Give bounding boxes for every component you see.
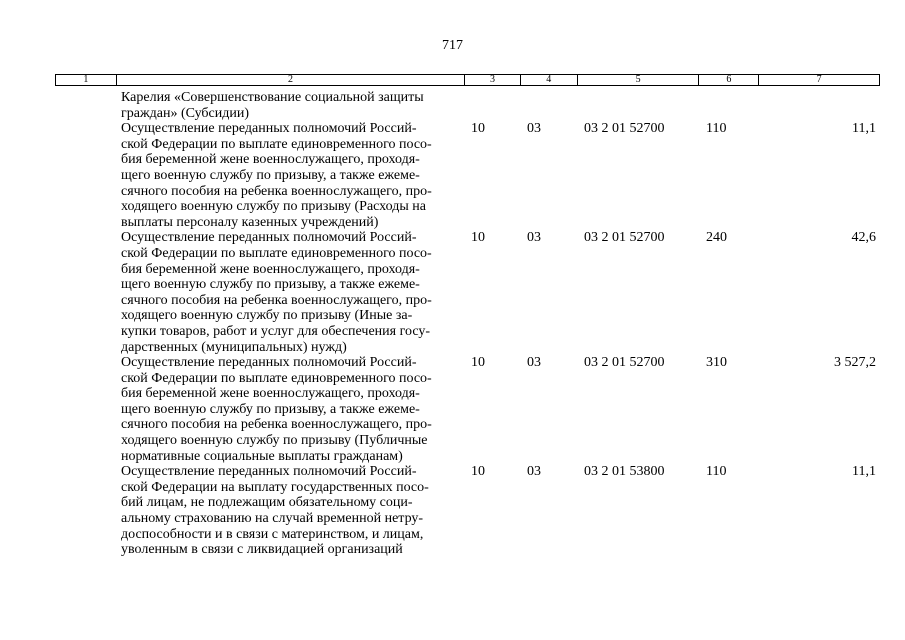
description-line: ходящего военную службу по призыву (Иные за- bbox=[121, 308, 413, 324]
table-header-row bbox=[55, 74, 880, 86]
row-amount bbox=[760, 90, 880, 121]
row-description bbox=[116, 230, 465, 355]
description-line: доспособности и в связи с материнством, и лицам, bbox=[121, 526, 424, 542]
description-line: ской Федерации по выплате единовременного посо- bbox=[121, 370, 432, 386]
header-col-5: 5 bbox=[578, 75, 700, 85]
row-subsection bbox=[521, 90, 578, 121]
description-line: сячного пособия на ребенка военнослужащего, про- bbox=[121, 183, 432, 199]
row-target-code: 03 2 01 53800 bbox=[584, 464, 665, 480]
description-line: ской Федерации по выплате единовременного посо- bbox=[121, 245, 432, 261]
description-line: бия беременной жене военнослужащего, проходя- bbox=[121, 261, 420, 277]
row-amount: 11,1 bbox=[852, 464, 876, 480]
description-line: ходящего военную службу по призыву (Публичные bbox=[121, 433, 428, 449]
description-line: сячного пособия на ребенка военнослужащего, про- bbox=[121, 292, 432, 308]
description-line: ской Федерации на выплату государственных посо- bbox=[121, 479, 429, 495]
description-line: альному страхованию на случай временной нетру- bbox=[121, 511, 424, 527]
row-expense-type: 110 bbox=[706, 464, 727, 480]
description-line: граждан» (Субсидии) bbox=[121, 105, 250, 121]
row-section bbox=[465, 90, 521, 121]
row-subsection: 03 bbox=[527, 355, 541, 371]
description-line: сячного пособия на ребенка военнослужащего, про- bbox=[121, 417, 432, 433]
description-line: купки товаров, работ и услуг для обеспечения госу- bbox=[121, 323, 431, 339]
description-line: щего военную службу по призыву, а также ежеме- bbox=[121, 401, 420, 417]
description-line: бия беременной жене военнослужащего, проходя- bbox=[121, 152, 420, 168]
description-line: Осуществление переданных полномочий Россий- bbox=[121, 464, 417, 480]
row-section: 10 bbox=[471, 355, 485, 371]
description-line: щего военную службу по призыву, а также ежеме- bbox=[121, 277, 420, 293]
row-description bbox=[116, 90, 465, 121]
row-description bbox=[116, 464, 465, 558]
table-row bbox=[55, 230, 880, 355]
row-target-code: 03 2 01 52700 bbox=[584, 230, 665, 246]
row-amount: 11,1 bbox=[852, 121, 876, 137]
description-line: дарственных (муниципальных) нужд) bbox=[121, 339, 347, 355]
table-row bbox=[55, 121, 880, 230]
row-expense-type: 310 bbox=[706, 355, 727, 371]
table-row bbox=[55, 90, 880, 121]
description-line: Карелия «Совершенствование социальной защиты bbox=[121, 90, 424, 105]
row-index-cell bbox=[55, 464, 116, 558]
page-number: 717 bbox=[442, 38, 463, 53]
row-index-cell bbox=[55, 121, 116, 230]
row-expense-type: 110 bbox=[706, 121, 727, 137]
description-line: щего военную службу по призыву, а также ежеме- bbox=[121, 167, 420, 183]
row-subsection: 03 bbox=[527, 121, 541, 137]
description-line: нормативные социальные выплаты гражданам) bbox=[121, 448, 403, 464]
header-col-7: 7 bbox=[816, 74, 822, 85]
description-line: Осуществление переданных полномочий Россий- bbox=[121, 230, 417, 246]
description-line: Осуществление переданных полномочий Россий- bbox=[121, 355, 417, 371]
row-target-code bbox=[578, 90, 700, 121]
description-line: Осуществление переданных полномочий Россий- bbox=[121, 121, 417, 137]
description-line: бия беременной жене военнослужащего, проходя- bbox=[121, 386, 420, 402]
row-expense-type: 240 bbox=[706, 230, 727, 246]
header-col-1: 1 bbox=[56, 75, 117, 85]
row-target-code: 03 2 01 52700 bbox=[584, 121, 665, 137]
description-line: ходящего военную службу по призыву (Расходы на bbox=[121, 199, 426, 215]
row-target-code: 03 2 01 52700 bbox=[584, 355, 665, 371]
row-expense-type bbox=[700, 90, 760, 121]
row-index-cell bbox=[55, 90, 116, 121]
table-row bbox=[55, 355, 880, 464]
row-description bbox=[116, 355, 465, 464]
row-section: 10 bbox=[471, 121, 485, 137]
header-col-3: 3 bbox=[465, 75, 521, 85]
row-section: 10 bbox=[471, 230, 485, 246]
table-row bbox=[55, 464, 880, 558]
header-col-6: 6 bbox=[699, 75, 759, 85]
header-col-2: 2 bbox=[117, 75, 465, 85]
description-line: ской Федерации по выплате единовременного посо- bbox=[121, 136, 432, 152]
row-subsection: 03 bbox=[527, 230, 541, 246]
header-col-4: 4 bbox=[521, 75, 578, 85]
table-body bbox=[55, 90, 880, 558]
row-amount: 3 527,2 bbox=[834, 355, 876, 371]
row-section: 10 bbox=[471, 464, 485, 480]
description-line: выплаты персоналу казенных учреждений) bbox=[121, 214, 379, 230]
row-index-cell bbox=[55, 230, 116, 355]
row-description bbox=[116, 121, 465, 230]
description-line: бий лицам, не подлежащим обязательному соци- bbox=[121, 495, 413, 511]
description-line: уволенным в связи с ликвидацией организаций bbox=[121, 542, 403, 558]
row-amount: 42,6 bbox=[851, 230, 876, 246]
row-subsection: 03 bbox=[527, 464, 541, 480]
row-index-cell bbox=[55, 355, 116, 464]
